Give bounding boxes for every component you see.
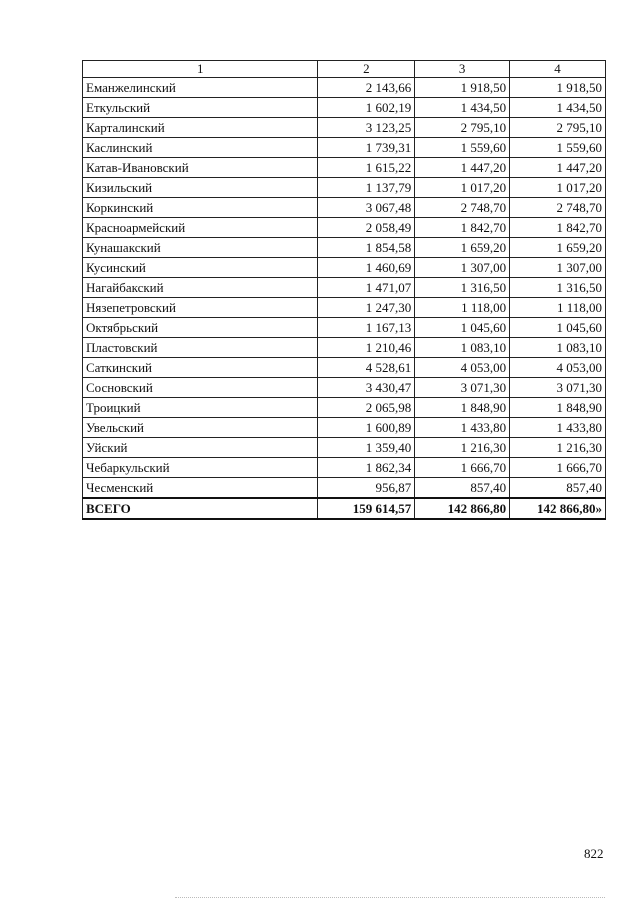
value-col4: 1 918,50 [510, 78, 606, 98]
table-row [83, 118, 606, 138]
district-name: Кизильский [83, 178, 318, 198]
district-name: Увельский [83, 418, 318, 438]
value-col4: 2 795,10 [510, 118, 606, 138]
value-col3: 1 918,50 [415, 78, 510, 98]
column-header-4: 4 [510, 61, 606, 78]
value-col2: 2 065,98 [318, 398, 415, 418]
district-name: Коркинский [83, 198, 318, 218]
value-col3: 1 659,20 [415, 238, 510, 258]
value-col2: 1 460,69 [318, 258, 415, 278]
table-row [83, 478, 606, 499]
value-col2: 1 210,46 [318, 338, 415, 358]
value-col3: 4 053,00 [415, 358, 510, 378]
budget-table [82, 60, 606, 520]
value-col2: 1 167,13 [318, 318, 415, 338]
district-name: Еманжелинский [83, 78, 318, 98]
value-col2: 3 123,25 [318, 118, 415, 138]
scan-artifact-line [175, 897, 605, 898]
district-name: Карталинский [83, 118, 318, 138]
table-row [83, 398, 606, 418]
district-name: Нагайбакский [83, 278, 318, 298]
value-col3: 1 433,80 [415, 418, 510, 438]
table-row [83, 278, 606, 298]
district-name: Чебаркульский [83, 458, 318, 478]
value-col3: 1 045,60 [415, 318, 510, 338]
total-value-col2: 159 614,57 [318, 498, 415, 519]
table-header-row [83, 61, 606, 78]
district-name: Саткинский [83, 358, 318, 378]
value-col4: 1 434,50 [510, 98, 606, 118]
value-col3: 2 748,70 [415, 198, 510, 218]
total-value-col4: 142 866,80» [510, 498, 606, 519]
district-name: Кусинский [83, 258, 318, 278]
value-col4: 857,40 [510, 478, 606, 499]
value-col4: 1 559,60 [510, 138, 606, 158]
column-header-2: 2 [318, 61, 415, 78]
value-col4: 1 118,00 [510, 298, 606, 318]
table-row [83, 378, 606, 398]
value-col2: 1 471,07 [318, 278, 415, 298]
value-col2: 1 854,58 [318, 238, 415, 258]
value-col4: 4 053,00 [510, 358, 606, 378]
total-label: ВСЕГО [83, 498, 318, 519]
value-col4: 3 071,30 [510, 378, 606, 398]
table-row [83, 438, 606, 458]
district-name: Еткульский [83, 98, 318, 118]
value-col2: 2 058,49 [318, 218, 415, 238]
table-row [83, 298, 606, 318]
table-row [83, 238, 606, 258]
value-col3: 1 434,50 [415, 98, 510, 118]
value-col3: 1 559,60 [415, 138, 510, 158]
value-col4: 1 666,70 [510, 458, 606, 478]
page-number: 822 [584, 846, 604, 861]
value-col2: 1 862,34 [318, 458, 415, 478]
value-col4: 1 045,60 [510, 318, 606, 338]
table-row [83, 318, 606, 338]
district-name: Красноармейский [83, 218, 318, 238]
value-col3: 857,40 [415, 478, 510, 499]
district-name: Катав-Ивановский [83, 158, 318, 178]
table-row [83, 258, 606, 278]
value-col2: 1 739,31 [318, 138, 415, 158]
value-col4: 1 307,00 [510, 258, 606, 278]
total-value-col3: 142 866,80 [415, 498, 510, 519]
district-name: Чесменский [83, 478, 318, 499]
value-col4: 1 842,70 [510, 218, 606, 238]
value-col3: 1 083,10 [415, 338, 510, 358]
value-col2: 2 143,66 [318, 78, 415, 98]
value-col4: 1 433,80 [510, 418, 606, 438]
value-col4: 1 216,30 [510, 438, 606, 458]
district-name: Уйский [83, 438, 318, 458]
value-col4: 1 017,20 [510, 178, 606, 198]
table-row [83, 158, 606, 178]
value-col4: 1 447,20 [510, 158, 606, 178]
value-col3: 1 307,00 [415, 258, 510, 278]
value-col4: 1 316,50 [510, 278, 606, 298]
district-name: Каслинский [83, 138, 318, 158]
table-row [83, 138, 606, 158]
district-name: Пластовский [83, 338, 318, 358]
district-name: Кунашакский [83, 238, 318, 258]
table-row [83, 358, 606, 378]
value-col3: 1 842,70 [415, 218, 510, 238]
value-col3: 1 017,20 [415, 178, 510, 198]
value-col3: 1 316,50 [415, 278, 510, 298]
value-col2: 1 247,30 [318, 298, 415, 318]
district-name: Троицкий [83, 398, 318, 418]
table-row [83, 218, 606, 238]
value-col2: 956,87 [318, 478, 415, 499]
value-col4: 1 848,90 [510, 398, 606, 418]
district-name: Сосновский [83, 378, 318, 398]
table-total-row [83, 498, 606, 519]
table-row [83, 178, 606, 198]
value-col3: 1 118,00 [415, 298, 510, 318]
table-row [83, 98, 606, 118]
value-col4: 2 748,70 [510, 198, 606, 218]
district-name: Нязепетровский [83, 298, 318, 318]
value-col3: 1 848,90 [415, 398, 510, 418]
value-col2: 1 137,79 [318, 178, 415, 198]
table-row [83, 458, 606, 478]
value-col4: 1 083,10 [510, 338, 606, 358]
column-header-3: 3 [415, 61, 510, 78]
table-row [83, 198, 606, 218]
value-col2: 1 600,89 [318, 418, 415, 438]
value-col3: 2 795,10 [415, 118, 510, 138]
table-row [83, 418, 606, 438]
value-col2: 1 615,22 [318, 158, 415, 178]
value-col2: 1 359,40 [318, 438, 415, 458]
value-col3: 3 071,30 [415, 378, 510, 398]
value-col2: 4 528,61 [318, 358, 415, 378]
value-col3: 1 216,30 [415, 438, 510, 458]
value-col3: 1 666,70 [415, 458, 510, 478]
value-col2: 3 430,47 [318, 378, 415, 398]
value-col3: 1 447,20 [415, 158, 510, 178]
table-row [83, 338, 606, 358]
value-col4: 1 659,20 [510, 238, 606, 258]
table-body [83, 78, 606, 520]
district-name: Октябрьский [83, 318, 318, 338]
value-col2: 1 602,19 [318, 98, 415, 118]
value-col2: 3 067,48 [318, 198, 415, 218]
table-row [83, 78, 606, 98]
column-header-1: 1 [83, 61, 318, 78]
